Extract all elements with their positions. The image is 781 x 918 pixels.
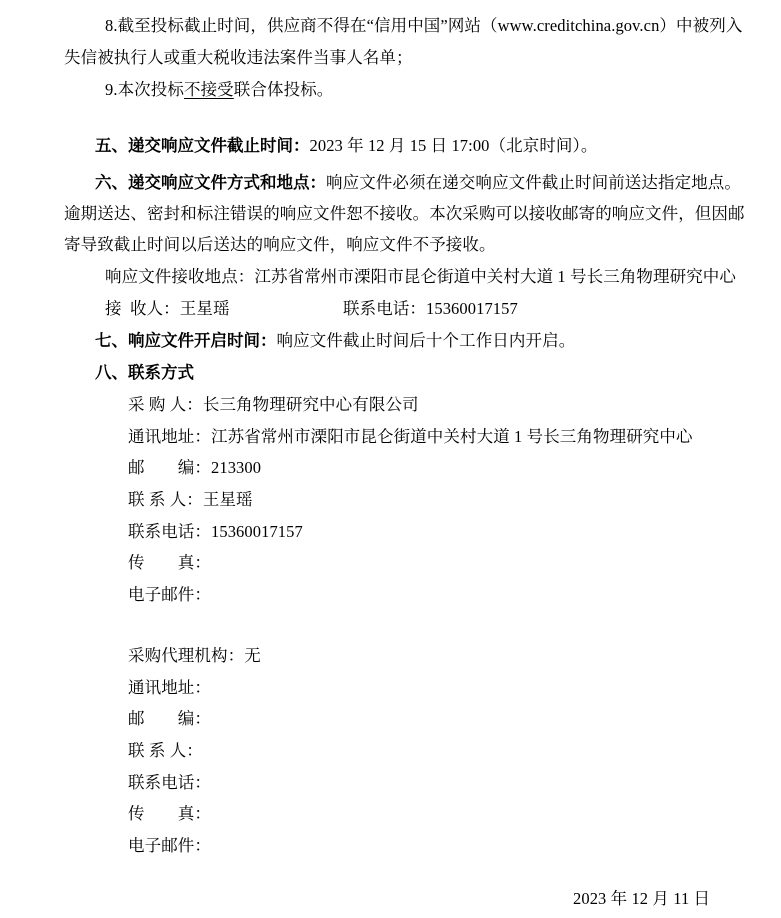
receive-address-segment-0: 响应文件接收地点：江苏省常州市溧阳市昆仑街道中关村大道 1 号长三角物理研究中心 — [105, 267, 736, 286]
paragraph-8-line-1 — [105, 15, 742, 36]
purchaser-fax-segment-0: 传 真： — [128, 553, 211, 572]
section-5-deadline-segment-0: 五、递交响应文件截止时间： — [95, 137, 310, 155]
agency-email — [128, 835, 211, 856]
purchaser-fax — [128, 552, 211, 573]
agency-address-segment-0: 通讯地址： — [128, 678, 211, 697]
receiver-phone — [343, 298, 518, 319]
section-6-method-line-2-segment-0: 逾期送达、密封和标注错误的响应文件恕不接收。本次采购可以接收邮寄的响应文件，但因邮 — [64, 204, 745, 223]
agency-contact-person-segment-0: 联 系 人： — [128, 741, 203, 760]
section-6-method-line-1-segment-0: 六、递交响应文件方式和地点： — [95, 174, 326, 192]
purchaser-contact-person — [128, 489, 253, 510]
section-8-contact-heading-segment-0: 八、联系方式 — [95, 364, 194, 382]
paragraph-9-segment-1: 不接受 — [183, 80, 234, 99]
section-6-method-line-3-segment-0: 寄导致截止时间以后送达的响应文件，响应文件不予接收。 — [64, 235, 496, 254]
section-7-opening-time-segment-0: 七、响应文件开启时间： — [95, 332, 277, 350]
agency-name-segment-0: 采购代理机构：无 — [128, 646, 261, 665]
agency-phone-segment-0: 联系电话： — [128, 773, 211, 792]
section-6-method-line-1-segment-1: 响应文件必须在递交响应文件截止时间前送达指定地点。 — [326, 173, 741, 192]
section-8-contact-heading — [95, 362, 194, 384]
purchaser-postcode-segment-0: 邮 编：213300 — [128, 458, 262, 477]
receive-address — [105, 266, 736, 287]
paragraph-8-line-2-segment-0: 失信被执行人或重大税收违法案件当事人名单； — [64, 48, 413, 67]
paragraph-9-segment-2: 联合体投标。 — [233, 80, 334, 99]
purchaser-address — [128, 426, 693, 447]
section-5-deadline — [95, 135, 597, 157]
section-7-opening-time-segment-1: 响应文件截止时间后十个工作日内开启。 — [276, 331, 576, 350]
receiver-name-segment-0: 接 收人：王星瑶 — [105, 299, 230, 318]
purchaser-name — [128, 394, 419, 415]
purchaser-email — [128, 584, 211, 605]
paragraph-8-line-1-segment-0: 8.截至投标截止时间，供应商不得在“信用中国”网站（www.creditchina.gov.cn）中被列入 — [105, 16, 743, 35]
agency-fax — [128, 803, 211, 824]
agency-name — [128, 645, 261, 666]
agency-contact-person — [128, 740, 203, 761]
paragraph-9-segment-0: 9.本次投标 — [105, 80, 184, 99]
agency-phone — [128, 772, 211, 793]
purchaser-contact-person-segment-0: 联 系 人：王星瑶 — [128, 490, 253, 509]
agency-fax-segment-0: 传 真： — [128, 804, 211, 823]
section-6-method-line-3 — [64, 234, 496, 255]
section-5-deadline-segment-1: 2023 年 12 月 15 日 17:00（北京时间）。 — [309, 136, 598, 155]
paragraph-9 — [105, 79, 333, 100]
document-date — [573, 888, 710, 909]
receiver-name — [105, 298, 230, 319]
agency-email-segment-0: 电子邮件： — [128, 836, 211, 855]
agency-address — [128, 677, 211, 698]
purchaser-name-segment-0: 采 购 人：长三角物理研究中心有限公司 — [128, 395, 419, 414]
section-7-opening-time — [95, 330, 575, 352]
section-6-method-line-2 — [64, 203, 745, 224]
document-date-segment-0: 2023 年 12 月 11 日 — [573, 889, 711, 908]
section-6-method-line-1 — [95, 172, 741, 194]
paragraph-8-line-2 — [64, 47, 413, 68]
purchaser-email-segment-0: 电子邮件： — [128, 585, 211, 604]
purchaser-phone — [128, 521, 303, 542]
purchaser-phone-segment-0: 联系电话：15360017157 — [128, 522, 303, 541]
receiver-phone-segment-0: 联系电话：15360017157 — [343, 299, 518, 318]
purchaser-address-segment-0: 通讯地址：江苏省常州市溧阳市昆仑街道中关村大道 1 号长三角物理研究中心 — [128, 427, 693, 446]
agency-postcode — [128, 708, 211, 729]
agency-postcode-segment-0: 邮 编： — [128, 709, 211, 728]
purchaser-postcode — [128, 457, 261, 478]
